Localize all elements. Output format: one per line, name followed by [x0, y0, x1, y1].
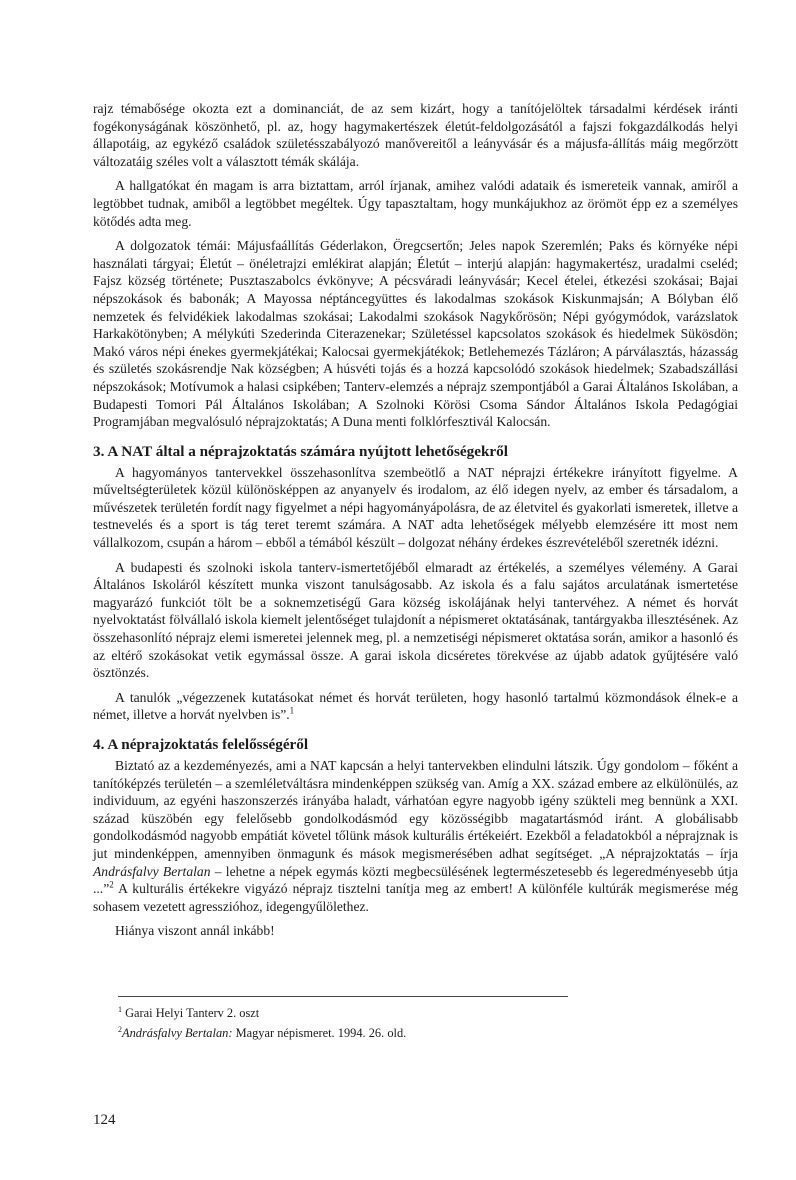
footnote-text: Garai Helyi Tanterv 2. oszt	[125, 1006, 260, 1020]
footnote-ref-1: 1	[289, 705, 295, 716]
section-4-paragraph-2: Hiánya viszont annál inkább!	[115, 923, 275, 939]
section-3-paragraph-2: A budapesti és szolnoki iskola tanterv-ismertetőjéből elmaradt az értékelés, a személyes vélemény. A Garai Általános Iskoláról készített munka viszont tanulságosabb. Az iskola és a falu sajátos arculatának ismertetése magyarázó funkciót tölt be a soknemzetiségű Gara község iskolájának helyi tantervéhez. A német és horvát nyelvoktatást fölvállaló iskola kiemelt jelentőséget tulajdonít a népismeret oktatásának, tantárgyakba illesztésének. Az összehasonlító néprajz elemi ismeretei jelennek meg, pl. a nemzetiségi népismeret oktatása során, amikor a hasonló és az eltérő szokásokat vetik egymással össze. A garai iskola dicséretes törekvése az újabb adatok gyűjtésére való ösztönzés.	[93, 559, 738, 681]
footnotes	[118, 996, 568, 1043]
text-segment: Biztató az a kezdeményezés, ami a NAT kapcsán a helyi tantervekben elindulni látszik. Úgy gondolom – főként a tanítóképzés területén – a szemléletváltásra mindenképpen szükség van. Amíg a XX. század embere az elkülönülés, az individuum, az egyéni haszonszerzés irányába haladt, várhatóan egyre nagyobb igény szükteli meg bennünk a XXI. század küszöbén egy felelősebb gondolkodásmód egy közösségibb magatartásmód iránt. A globálisabb gondolkodásmód nagyobb empátiát követel tőlünk mások kulturális értékeiért. Ezekből a feladatokból a néprajznak is jut mindenképpen, amennyiben önmagunk és mások megismerésében adhat segítséget. „A néprajzoktatás – írja	[93, 758, 738, 861]
text-segment: A kulturális értékekre vigyázó néprajz tisztelni tanítja meg az embert! A különféle kultúrák megismerése még sohasem vezetett agresszióhoz, idegengyűlölethez.	[93, 881, 738, 914]
paragraph-intro: rajz témabősége okozta ezt a dominanciát, de az sem kizárt, hogy a tanítójelöltek társadalmi kérdések iránti fogékonyságának köszönhető, pl. az, hogy hagymakertészek életút-feldolgozásától a fajszi fokgazdálkodás helyi állapotáig, az egykéző családok születésszabályozó manővereitől a leányvásár és a májusfa-állítás máig megőrzött változatáig széles volt a választott témák skálája.	[93, 101, 738, 169]
footnote-1	[118, 1003, 568, 1023]
page-number: 124	[93, 1112, 116, 1128]
section-3-heading: 3. A NAT által a néprajzoktatás számára nyújtott lehetőségekről	[93, 442, 508, 460]
footnote-author: Andrásfalvy Bertalan:	[122, 1026, 233, 1040]
section-3-paragraph-1: A hagyományos tantervekkel összehasonlítva szembeötlő a NAT néprajzi értékekre irányított figyelme. A műveltségterületek közül különösképpen az anyanyelv és irodalom, az élő idegen nyelv, az ember és társadalom, a művészetek területén fordít nagy figyelmet a népi hagyományápolásra, de az életvitel és gyakorlati ismeretek, illetve a testnevelés és a sport is tág teret teremt számára. A NAT adta lehetőségek mélyebb elemzésére itt most nem vállalkozom, csupán a három – ebből a témából készült – dolgozat néhány érdekes észrevételéből szeretnék idézni.	[93, 464, 738, 551]
footnote-ref-2: 2	[109, 879, 114, 890]
paragraph-students: A hallgatókat én magam is arra biztattam, arról írjanak, amihez valódi adataik és ismereteik vannak, amiről a legtöbbet tudnak, amiből a legtöbbet megéltek. Úgy tapasztaltam, hogy munkájukhoz az örömöt épp ez a személyes kötődés adta meg.	[93, 178, 738, 229]
footnote-number: 1	[118, 1004, 122, 1014]
footnote-2	[118, 1023, 568, 1043]
paragraph-topics: A dolgozatok témái: Májusfaállítás Géderlakon, Öregcsertőn; Jeles napok Szeremlén; Paks és környéke népi használati tárgyai; Életút – önéletrajzi emlékirat alapján; Életút – interjú alapján: hagymakertész, uradalmi cseléd; Fajsz község története; Pusztaszabolcs évkönyve; A pécsváradi leányvásár; Kecel ételei, étkezési szokásai; Bajai népszokások és babonák; A Mayossa néptáncegyüttes és lakodalmas szokások Kiskunmajsán; A Bólyban élő nemzetek és felvidékiek lakodalmas szokásai; Lakodalmi szokások Nagykőrösön; Népi gyógymódok, varázslatok Harkakötönyben; A mélykúti Szederinda Citerazenekar; Születéssel kapcsolatos szokások és hiedelmek Sükösdön; Makó város népi énekes gyermekjátékai; Kalocsai gyermekjátékok; Betlehemezés Tázláron; A párválasztás, házasság és születés szokásrendje Nak községben; A húsvéti tojás és a hozzá kapcsolódó szokások hiedelmek; Szabadszállási népszokások; Motívumok a halasi csipkében; Tanterv-elemzés a néprajz szempontjából a Garai Általános Iskolában, a Budapesti Tomori Pál Általános Iskolában; A Szolnoki Körösi Csoma Sándor Általános Iskola Pedagógiai Programjában megvalósuló néprajzoktatás; A Duna menti folklórfesztivál Kalocsán.	[93, 238, 738, 430]
footnote-number: 2	[118, 1024, 122, 1034]
footnote-text: Magyar népismeret. 1994. 26. old.	[232, 1026, 407, 1040]
body-text	[93, 100, 738, 947]
author-name: Andrásfalvy Bertalan	[93, 863, 211, 879]
quote-text: A tanulók „végezzenek kutatásokat német és horvát területen, hogy hasonló tartalmú közmondások élnek-e a német, illetve a horvát nyelvben is”.	[93, 689, 738, 723]
text-segment: – lehetne a népek egymás közti megbecsülésének legtermészetesebb és legeredményesebb útja ...”	[93, 863, 738, 897]
section-4-paragraph-1	[93, 757, 738, 915]
section-4-heading: 4. A néprajzoktatás felelősségéről	[93, 736, 309, 753]
section-3-paragraph-3	[93, 689, 738, 724]
